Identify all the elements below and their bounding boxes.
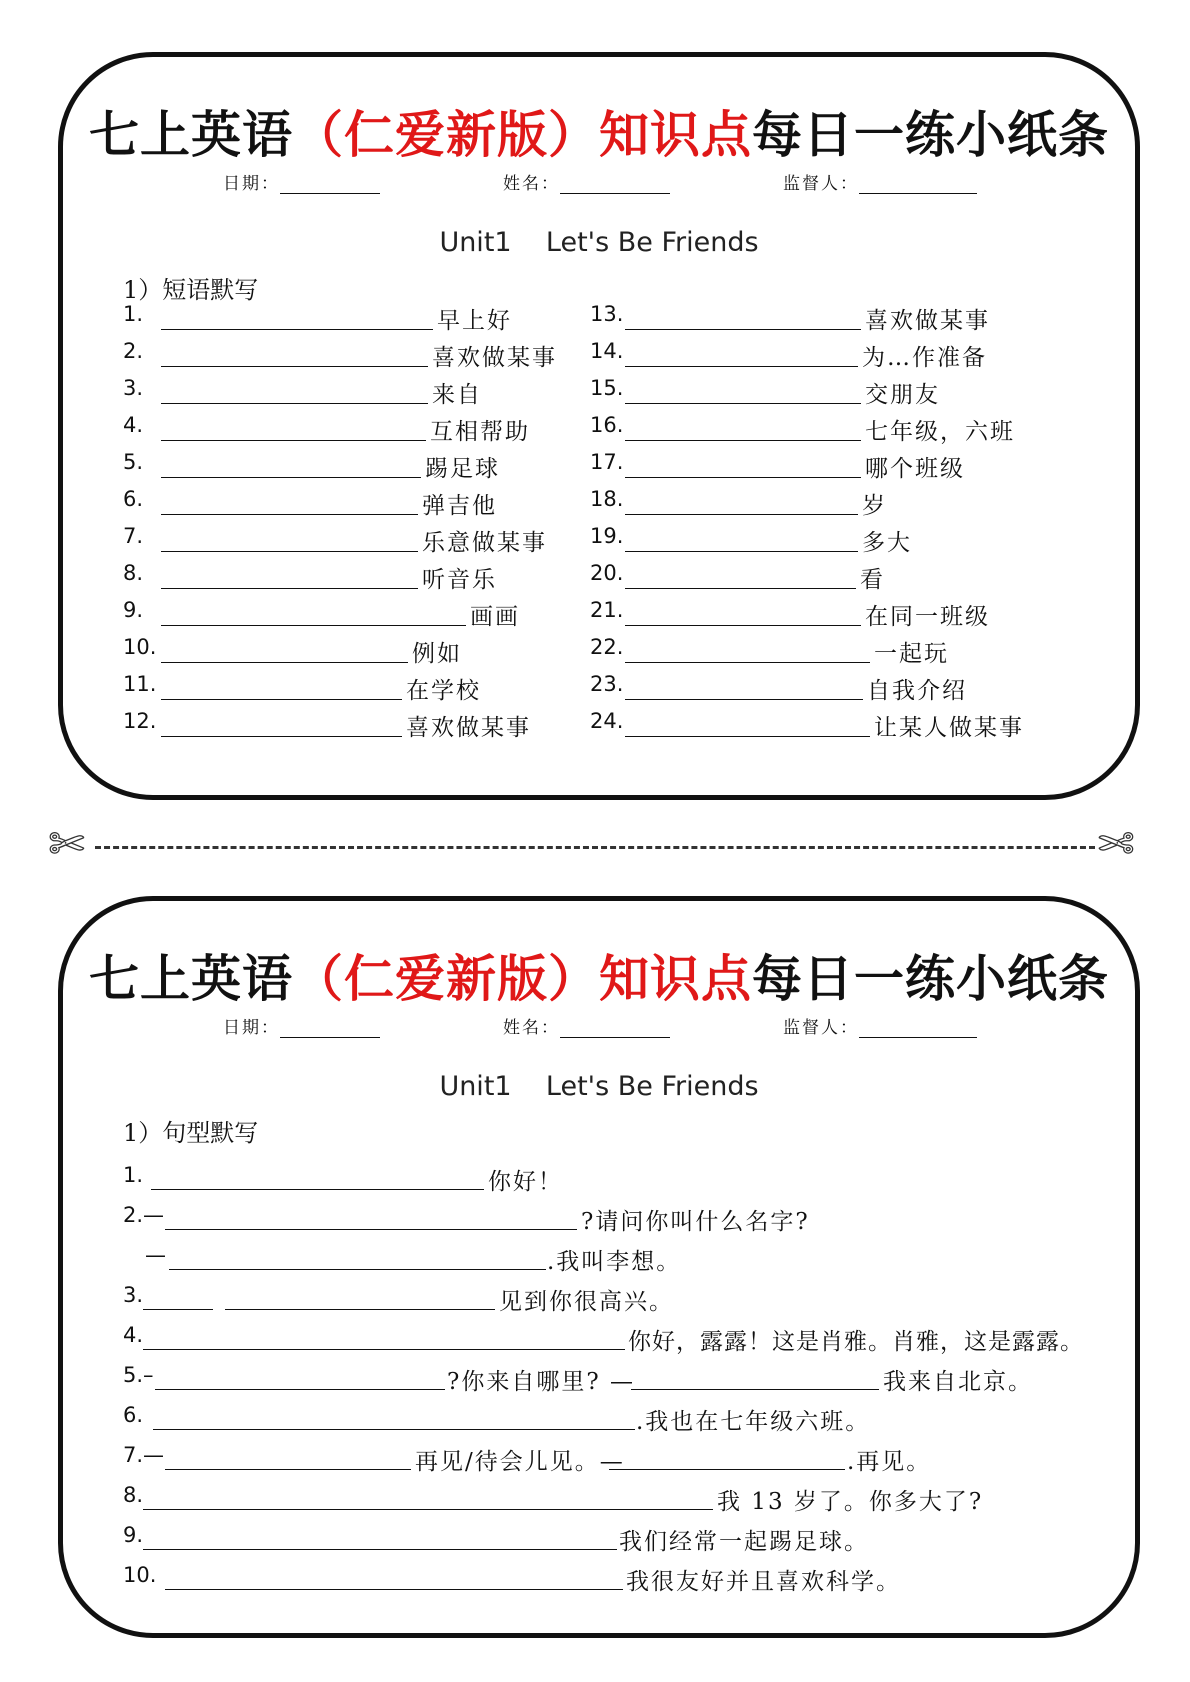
answer-blank[interactable] [165, 1589, 623, 1590]
answer-blank[interactable] [155, 1389, 445, 1390]
sentence-prompt: .再见。 [847, 1449, 932, 1475]
phrase-number: 13. [590, 302, 624, 326]
answer-blank[interactable] [151, 1189, 484, 1190]
phrase-meaning: 七年级，六班 [865, 419, 1015, 445]
section-heading: 1）短语默写 [123, 276, 259, 304]
phrase-meaning: 多大 [862, 530, 912, 556]
answer-blank[interactable] [161, 366, 428, 367]
phrase-meaning: 在同一班级 [865, 604, 990, 630]
phrase-meaning: 踢足球 [425, 456, 500, 482]
phrase-number: 10. [123, 635, 157, 659]
answer-blank[interactable] [625, 514, 858, 515]
phrase-number: 19. [590, 524, 624, 548]
phrase-number: 7. [123, 524, 144, 548]
scissors-icon: ✄ [1098, 819, 1135, 870]
answer-blank[interactable] [165, 1469, 411, 1470]
sentence-prompt: 我很友好并且喜欢科学。 [626, 1569, 901, 1595]
answer-blank[interactable] [625, 477, 861, 478]
practice-card-sentences [58, 896, 1140, 1638]
phrase-number: 16. [590, 413, 624, 437]
sentence-prompt: .我也在七年级六班。 [636, 1409, 871, 1435]
name-label: 姓名： [503, 1018, 560, 1038]
answer-blank[interactable] [143, 1309, 213, 1310]
sentence-number: 1. [123, 1163, 144, 1187]
phrase-number: 20. [590, 561, 624, 585]
phrase-number: 8. [123, 561, 144, 585]
date-label: 日期： [223, 1018, 280, 1038]
date-label: 日期： [223, 174, 280, 194]
phrase-meaning: 自我介绍 [867, 678, 967, 704]
answer-blank[interactable] [609, 1469, 845, 1470]
sentence-prompt: 再见/待会儿见。— [415, 1449, 625, 1475]
date-blank[interactable] [280, 1036, 380, 1038]
answer-blank[interactable] [143, 1349, 625, 1350]
date-blank[interactable] [280, 192, 380, 194]
date-field [223, 169, 380, 194]
title-part-1: 七上英语 [89, 105, 293, 164]
phrase-number: 1. [123, 302, 144, 326]
sentence-number: 4. [123, 1323, 144, 1347]
supervisor-field [783, 169, 977, 194]
cut-line [95, 846, 1095, 849]
section-heading: 1）句型默写 [123, 1119, 259, 1147]
answer-blank[interactable] [161, 440, 426, 441]
phrase-number: 4. [123, 413, 144, 437]
supervisor-blank[interactable] [859, 1036, 977, 1038]
answer-blank[interactable] [161, 329, 433, 330]
phrase-meaning: 互相帮助 [430, 419, 530, 445]
phrase-meaning: 为…作准备 [862, 345, 987, 371]
practice-card-phrases [58, 52, 1140, 800]
answer-blank[interactable] [161, 551, 418, 552]
answer-blank[interactable] [161, 588, 418, 589]
answer-blank[interactable] [625, 329, 861, 330]
answer-blank[interactable] [161, 514, 418, 515]
phrase-number: 2. [123, 339, 144, 363]
phrase-number: 12. [123, 709, 157, 733]
answer-blank[interactable] [625, 551, 858, 552]
answer-blank[interactable] [161, 477, 421, 478]
phrase-meaning: 在学校 [406, 678, 481, 704]
sentence-number: 5.– [123, 1363, 154, 1387]
phrase-meaning: 交朋友 [865, 382, 940, 408]
name-blank[interactable] [560, 1036, 670, 1038]
answer-blank[interactable] [169, 1269, 546, 1270]
card-title [63, 95, 1135, 167]
answer-blank[interactable] [161, 662, 408, 663]
phrase-number: 23. [590, 672, 624, 696]
phrase-meaning: 听音乐 [422, 567, 497, 593]
sentence-prompt: 你好！ [488, 1169, 563, 1195]
scissors-icon: ✄ [48, 819, 85, 870]
answer-blank[interactable] [625, 440, 861, 441]
sentence-number: 9. [123, 1523, 144, 1547]
sentence-prompt: 你好，露露！这是肖雅。肖雅，这是露露。 [628, 1329, 1084, 1355]
answer-blank[interactable] [631, 1389, 879, 1390]
phrase-number: 5. [123, 450, 144, 474]
sentence-prompt: 见到你很高兴。 [499, 1289, 674, 1315]
phrase-meaning: 例如 [412, 641, 462, 667]
supervisor-blank[interactable] [859, 192, 977, 194]
answer-blank[interactable] [165, 1229, 577, 1230]
supervisor-label: 监督人： [783, 1018, 859, 1038]
title-part-2: 每日一练小纸条 [752, 949, 1109, 1008]
name-blank[interactable] [560, 192, 670, 194]
sentence-prompt: 我 13 岁了。你多大了? [717, 1489, 984, 1515]
sentence-prompt: 我来自北京。 [883, 1369, 1033, 1395]
answer-blank[interactable] [143, 1509, 713, 1510]
phrase-number: 11. [123, 672, 157, 696]
unit-heading: Unit1 Let's Be Friends [439, 1071, 759, 1102]
sentence-number: 6. [123, 1403, 144, 1427]
phrase-meaning: 让某人做某事 [874, 715, 1024, 741]
title-part-red: （仁爱新版）知识点 [293, 105, 752, 164]
title-part-red: （仁爱新版）知识点 [293, 949, 752, 1008]
sentence-number: 8. [123, 1483, 144, 1507]
unit-heading: Unit1 Let's Be Friends [439, 227, 759, 258]
sentence-number: 7.— [123, 1443, 165, 1467]
phrase-meaning: 看 [860, 567, 885, 593]
phrase-meaning: 早上好 [437, 308, 512, 334]
phrase-number: 14. [590, 339, 624, 363]
sentence-prompt: ?你来自哪里? — [447, 1369, 635, 1395]
phrase-meaning: 乐意做某事 [422, 530, 547, 556]
answer-blank[interactable] [625, 588, 856, 589]
answer-blank[interactable] [625, 736, 870, 737]
sentence-number: 10. [123, 1563, 157, 1587]
sentence-dash: — [145, 1243, 166, 1267]
phrase-meaning: 岁 [862, 493, 887, 519]
sentence-prompt: .我叫李想。 [547, 1249, 682, 1275]
answer-blank[interactable] [625, 366, 858, 367]
phrase-meaning: 喜欢做某事 [406, 715, 531, 741]
phrase-meaning: 画画 [470, 604, 520, 630]
answer-blank[interactable] [161, 403, 428, 404]
card-title [63, 939, 1135, 1011]
name-field [503, 1013, 670, 1038]
phrase-number: 6. [123, 487, 144, 511]
date-field [223, 1013, 380, 1038]
name-label: 姓名： [503, 174, 560, 194]
answer-blank[interactable] [143, 1549, 617, 1550]
phrase-meaning: 喜欢做某事 [865, 308, 990, 334]
phrase-meaning: 弹吉他 [422, 493, 497, 519]
answer-blank[interactable] [625, 625, 861, 626]
answer-blank[interactable] [161, 736, 402, 737]
phrase-number: 24. [590, 709, 624, 733]
answer-blank[interactable] [161, 625, 466, 626]
answer-blank[interactable] [625, 699, 863, 700]
title-part-2: 每日一练小纸条 [752, 105, 1109, 164]
answer-blank[interactable] [625, 403, 861, 404]
phrase-number: 17. [590, 450, 624, 474]
phrase-meaning: 一起玩 [874, 641, 949, 667]
phrase-number: 21. [590, 598, 624, 622]
sentence-prompt: 我们经常一起踢足球。 [619, 1529, 869, 1555]
phrase-number: 3. [123, 376, 144, 400]
answer-blank[interactable] [625, 662, 870, 663]
phrase-number: 18. [590, 487, 624, 511]
sentence-number: 3. [123, 1283, 144, 1307]
phrase-number: 15. [590, 376, 624, 400]
answer-blank[interactable] [225, 1309, 495, 1310]
phrase-number: 9. [123, 598, 144, 622]
sentence-number: 2.— [123, 1203, 165, 1227]
phrase-meaning: 来自 [432, 382, 482, 408]
name-field [503, 169, 670, 194]
phrase-meaning: 哪个班级 [865, 456, 965, 482]
supervisor-field [783, 1013, 977, 1038]
phrase-number: 22. [590, 635, 624, 659]
sentence-prompt: ?请问你叫什么名字? [581, 1209, 810, 1235]
answer-blank[interactable] [153, 1429, 635, 1430]
answer-blank[interactable] [161, 699, 402, 700]
supervisor-label: 监督人： [783, 174, 859, 194]
title-part-1: 七上英语 [89, 949, 293, 1008]
phrase-meaning: 喜欢做某事 [432, 345, 557, 371]
